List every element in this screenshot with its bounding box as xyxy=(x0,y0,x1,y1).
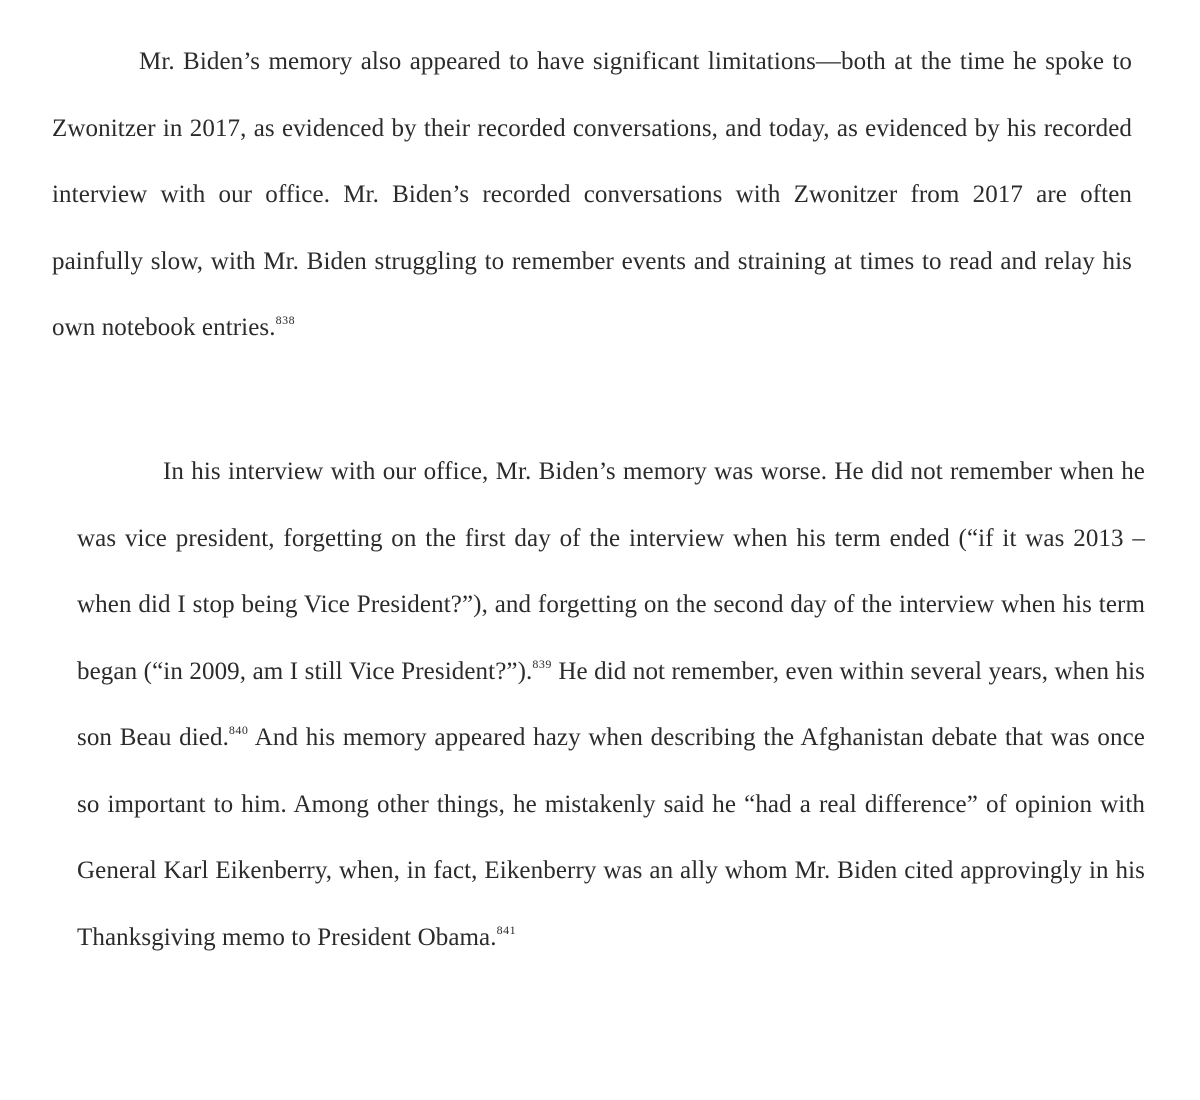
footnote-reference: 839 xyxy=(532,656,552,671)
paragraph-memory-limitations xyxy=(52,29,1132,362)
footnote-reference: 838 xyxy=(275,313,296,327)
paragraph-text: And his memory appeared hazy when describing the Afghanistan debate that was once so important to him. Among other things, he mistakenly said he “had a real difference” of opinion with General Karl Eikenberry, when, in fact, Eikenberry was an ally whom Mr. Biden cited approvingly in his Thanksgiving memo to President Obama. xyxy=(77,724,1145,951)
footnote-reference: 841 xyxy=(496,922,517,937)
paragraph-text: He did not remember, even within several years, when his son Beau died. xyxy=(77,657,1146,751)
paragraph-interview-memory xyxy=(77,439,1145,971)
paragraph-text: In his interview with our office, Mr. Biden’s memory was worse. He did not remember when he was vice president, forgetting on the first day of the interview when his term ended (“if it was 2013 – when did I stop being Vice President?”), and forgetting on the second day of the interview when his term began (“in 2009, am I still Vice President?”). xyxy=(77,458,1145,685)
paragraph-text: Mr. Biden’s memory also appeared to have significant limitations—both at the time he spoke to Zwonitzer in 2017, as evidenced by their recorded conversations, and today, as evidenced by his recorded interview with our office. Mr. Biden’s recorded conversations with Zwonitzer from 2017 are often painfully slow, with Mr. Biden struggling to remember events and straining at times to read and relay his own notebook entries. xyxy=(52,48,1132,341)
footnote-reference: 840 xyxy=(228,723,249,737)
